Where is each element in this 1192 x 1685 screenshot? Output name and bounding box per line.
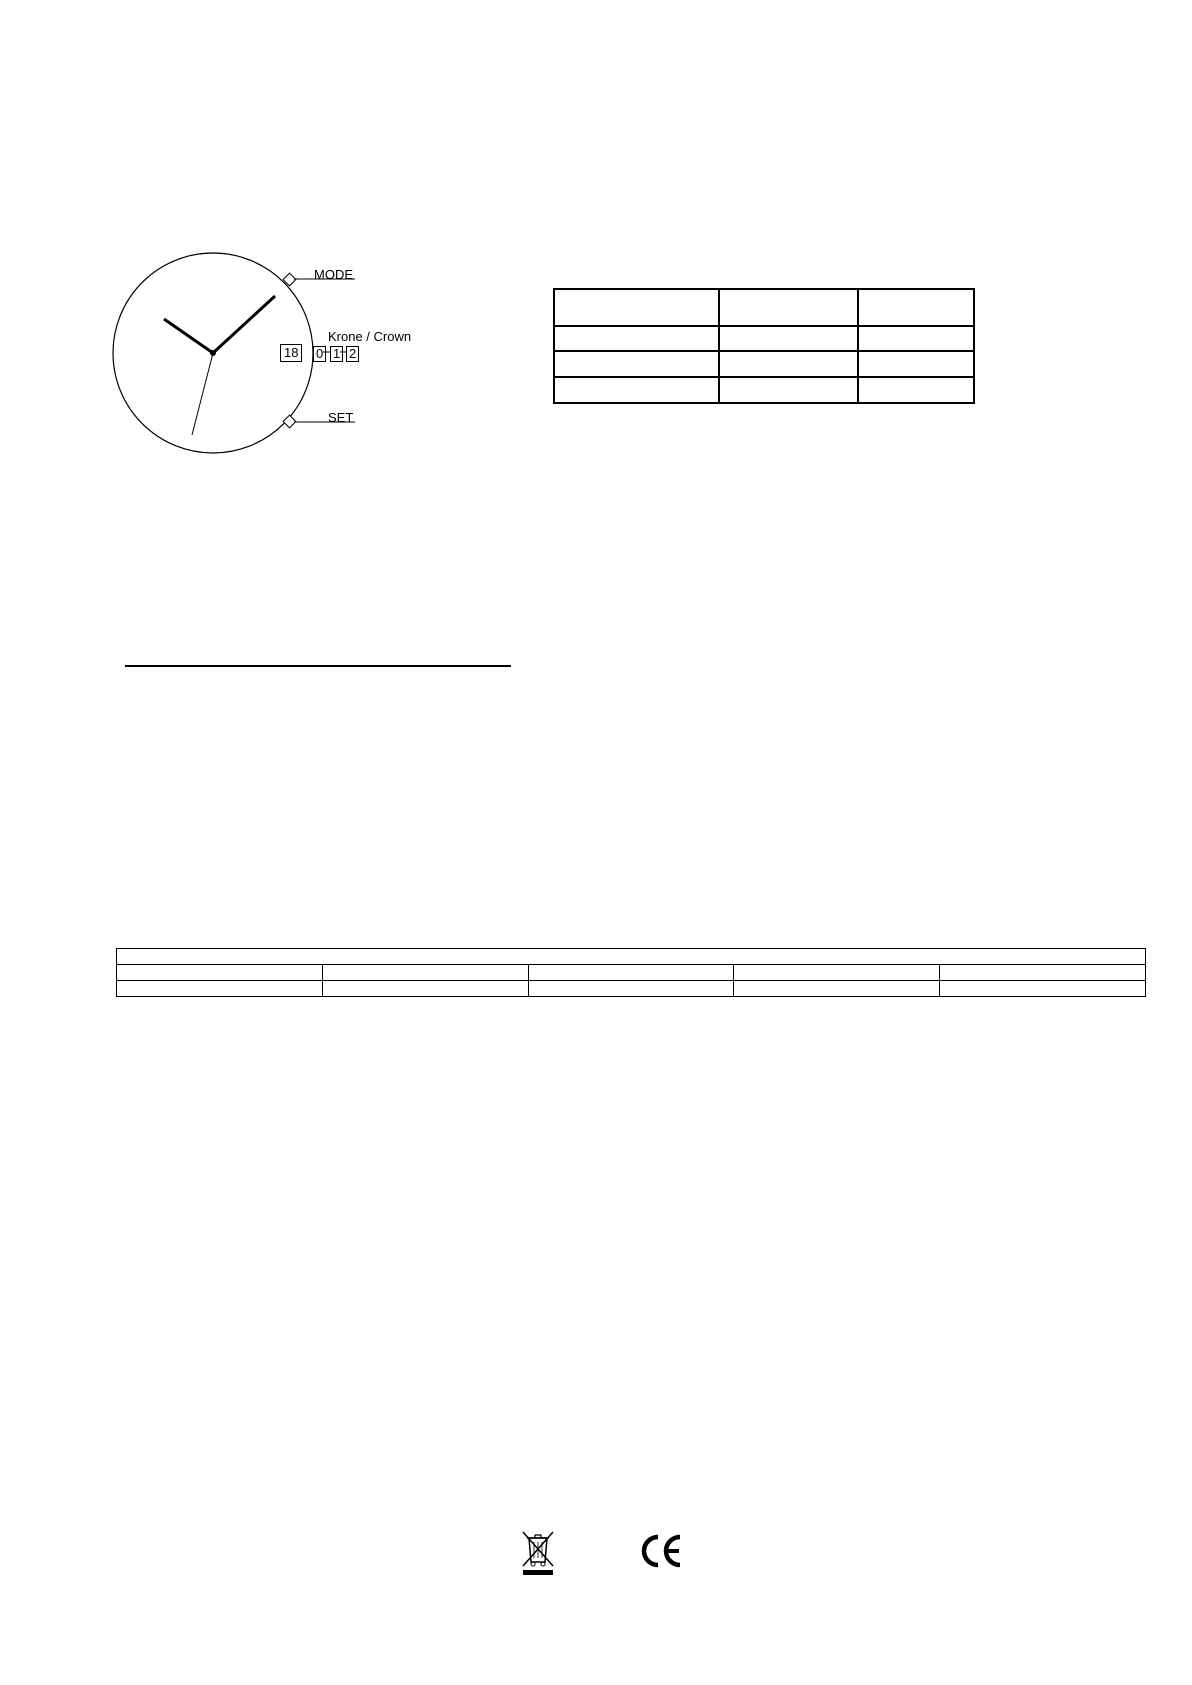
crown-position-0: 0	[313, 346, 326, 362]
weee-crossed-bin-icon	[520, 1530, 556, 1576]
table-cell	[734, 965, 940, 981]
table-cell	[554, 289, 719, 326]
table-cell	[117, 981, 323, 997]
center-pin	[210, 350, 216, 356]
table-cell	[719, 377, 858, 403]
mode-label: MODE	[314, 267, 353, 282]
table-cell	[554, 351, 719, 377]
crown-function-table	[553, 288, 975, 404]
table-cell	[554, 377, 719, 403]
table-cell	[719, 289, 858, 326]
table-cell	[719, 326, 858, 351]
table-cell	[322, 981, 528, 997]
table-row	[117, 981, 1146, 997]
table-row	[117, 949, 1146, 965]
crown-position-2: 2	[346, 346, 359, 362]
table-cell	[858, 289, 974, 326]
specification-table	[116, 948, 1146, 997]
table-cell	[719, 351, 858, 377]
crown-label: Krone / Crown	[328, 329, 412, 344]
table-row	[554, 289, 974, 326]
hour-hand	[164, 319, 213, 353]
second-hand	[192, 353, 213, 435]
table-cell	[117, 965, 323, 981]
section-heading-underline	[125, 665, 511, 667]
table-row	[554, 377, 974, 403]
table-row	[554, 351, 974, 377]
table-cell	[554, 326, 719, 351]
set-pusher-icon	[283, 415, 296, 428]
table-cell	[858, 351, 974, 377]
table-cell	[940, 965, 1146, 981]
table-cell	[322, 965, 528, 981]
table-cell	[117, 949, 1146, 965]
table-row	[117, 965, 1146, 981]
table-cell	[940, 981, 1146, 997]
crown-position-1: 1	[330, 346, 343, 362]
table-cell	[734, 981, 940, 997]
watch-face-diagram	[100, 240, 440, 460]
table-row	[554, 326, 974, 351]
date-window: 18	[280, 344, 302, 362]
set-label: SET	[328, 410, 354, 425]
table-cell	[858, 326, 974, 351]
table-cell	[528, 981, 734, 997]
table-cell	[858, 377, 974, 403]
table-cell	[528, 965, 734, 981]
minute-hand	[213, 296, 275, 353]
ce-mark-icon	[640, 1533, 684, 1569]
